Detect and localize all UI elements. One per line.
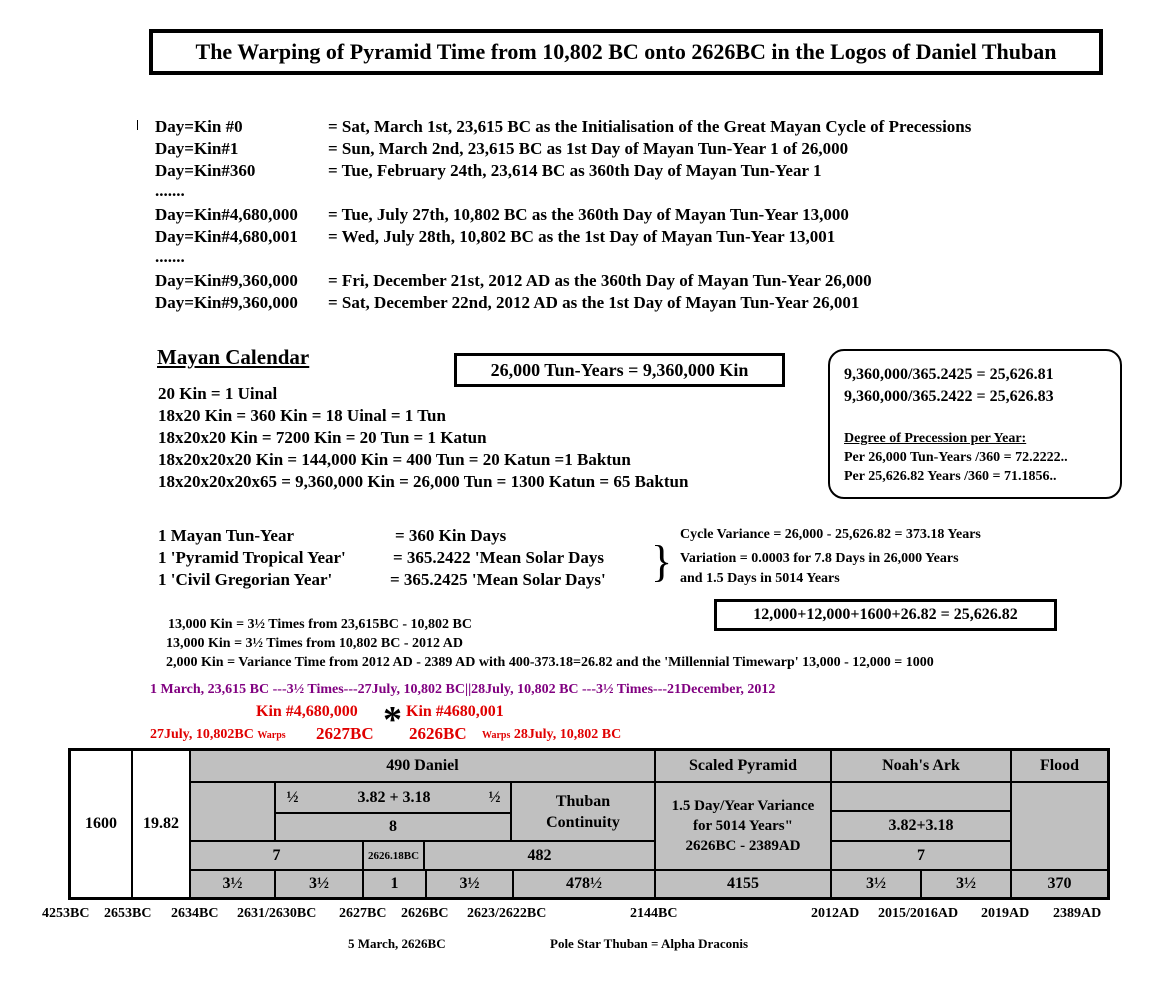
kin-line: Day=Kin#360 (155, 161, 256, 180)
tun-years-box: 26,000 Tun-Years = 9,360,000 Kin (454, 353, 785, 387)
bottom-cell: 3½ (920, 869, 1010, 897)
kin-line-desc: = Sat, December 22nd, 2012 AD as the 1st Day of Mayan Tun-Year 26,001 (328, 293, 860, 312)
mayan-line: 18x20x20x20x65 = 9,360,000 Kin = 26,000 Tun = 1300 Katun = 65 Baktun (158, 472, 689, 491)
bottom-cell: 4155 (654, 869, 830, 897)
warp-date-left: 27July, 10,802BC Warps (150, 727, 286, 742)
year-axis-label: 2627BC (339, 906, 387, 921)
kin-line: Day=Kin#9,360,000 (155, 293, 298, 312)
cell-2626-18: 2626.18BC (362, 840, 425, 869)
variance-line: and 1.5 Days in 5014 Years (680, 571, 840, 586)
ellipsis: ....... (155, 247, 185, 266)
precession-line: Per 26,000 Tun-Years /360 = 72.2222.. (844, 450, 1068, 465)
kin-line: Day=Kin#4,680,001 (155, 227, 298, 246)
kin-line-desc: = Sun, March 2nd, 23,615 BC as 1st Day of Mayan Tun-Year 1 of 26,000 (328, 139, 849, 158)
cell-seven: 7 (189, 840, 362, 869)
year-axis-label: 2623/2622BC (467, 906, 547, 921)
kin-line: Day=Kin #0 (155, 117, 243, 136)
year-axis-label: 2019AD (981, 906, 1030, 921)
header-noahs-ark: Noah's Ark (830, 751, 1010, 781)
mayan-line: 18x20 Kin = 360 Kin = 18 Uinal = 1 Tun (158, 406, 446, 425)
year-axis-label: 2653BC (104, 906, 152, 921)
footer-pole-star: Pole Star Thuban = Alpha Draconis (550, 936, 749, 951)
noah-seven: 7 (830, 840, 1010, 869)
sum-382-318: 3.82 + 3.18 (309, 781, 479, 812)
page-title: The Warping of Pyramid Time from 10,802 BC onto 2626BC in the Logos of Daniel Thuban (149, 29, 1103, 75)
pyramid-variance: 1.5 Day/Year Variance for 5014 Years" 2626BC - 2389AD (654, 781, 830, 869)
year-axis-label: 2626BC (401, 906, 449, 921)
warp-date-right: Warps 28July, 10,802 BC (482, 727, 622, 742)
year-2627: 2627BC (316, 724, 374, 743)
year-axis-label: 2012AD (811, 906, 860, 921)
footer-date: 5 March, 2626BC (348, 936, 446, 951)
year-label: 1 'Pyramid Tropical Year' (158, 548, 346, 567)
flood-empty (1010, 781, 1107, 869)
bottom-cell: 3½ (425, 869, 512, 897)
noah-sum: 3.82+3.18 (830, 810, 1010, 840)
header-flood: Flood (1010, 751, 1107, 781)
thuban-continuity: Thuban Continuity (512, 781, 654, 840)
mayan-line: 18x20x20 Kin = 7200 Kin = 20 Tun = 1 Katun (158, 428, 487, 447)
year-axis-label: 2144BC (630, 906, 678, 921)
kin-line-desc: = Tue, February 24th, 23,614 BC as 360th Day of Mayan Tun-Year 1 (328, 161, 822, 180)
kin-line-desc: = Fri, December 21st, 2012 AD as the 360th Day of Mayan Tun-Year 26,000 (328, 271, 872, 290)
year-2626: 2626BC (409, 724, 467, 743)
kin-line-desc: = Tue, July 27th, 10,802 BC as the 360th Day of Mayan Tun-Year 13,000 (328, 205, 849, 224)
cell-eight: 8 (274, 812, 512, 840)
year-value: = 360 Kin Days (395, 526, 507, 545)
year-value: = 365.2425 'Mean Solar Days' (390, 570, 606, 589)
year-axis-label: 2631/2630BC (237, 906, 317, 921)
year-label: 1 'Civil Gregorian Year' (158, 570, 333, 589)
year-axis-label: 2015/2016AD (878, 906, 959, 921)
half-left: ½ (274, 781, 309, 812)
cell-482: 482 (425, 840, 654, 869)
purple-timeline: 1 March, 23,615 BC ---3½ Times---27July, 10,802 BC||28July, 10,802 BC ---3½ Times---21December, 2012 (150, 682, 776, 697)
margin-mark (137, 120, 138, 130)
mayan-line: 18x20x20x20 Kin = 144,000 Kin = 400 Tun = 20 Katun =1 Baktun (158, 450, 631, 469)
kin-line: Day=Kin#1 (155, 139, 239, 158)
precession-heading: Degree of Precession per Year: (844, 431, 1027, 446)
mayan-line: 20 Kin = 1 Uinal (158, 384, 278, 403)
header-scaled-pyramid: Scaled Pyramid (654, 751, 830, 781)
kin-line-desc: = Sat, March 1st, 23,615 BC as the Initialisation of the Great Mayan Cycle of Precessions (328, 117, 972, 136)
bottom-cell: 3½ (189, 869, 274, 897)
brace-symbol: } (651, 537, 673, 586)
kin-line-desc: = Wed, July 28th, 10,802 BC as the 1st Day of Mayan Tun-Year 13,001 (328, 227, 836, 246)
year-value: = 365.2422 'Mean Solar Days (393, 548, 605, 567)
bottom-cell: 478½ (512, 869, 654, 897)
empty-cell (189, 781, 274, 840)
variance-line: Variation = 0.0003 for 7.8 Days in 26,000 Years (680, 551, 959, 566)
times-line: 2,000 Kin = Variance Time from 2012 AD - 2389 AD with 400-373.18=26.82 and the 'Millennial Timewarp' 13,000 - 12,000 = 1000 (166, 655, 934, 670)
kin-4680000: Kin #4,680,000 (256, 703, 358, 720)
bottom-cell: 370 (1010, 869, 1107, 897)
kin-line: Day=Kin#4,680,000 (155, 205, 298, 224)
bottom-cell: 3½ (830, 869, 920, 897)
bottom-cell: 1 (362, 869, 425, 897)
bottom-cell: 3½ (274, 869, 362, 897)
timeline-table (68, 748, 1110, 900)
year-axis-label: 2634BC (171, 906, 219, 921)
year-label: 1 Mayan Tun-Year (158, 526, 295, 545)
year-axis-label: 4253BC (42, 906, 90, 921)
kin-4680001: Kin #4680,001 (406, 703, 504, 720)
header-daniel: 490 Daniel (189, 751, 654, 781)
variance-line: Cycle Variance = 26,000 - 25,626.82 = 373.18 Years (680, 527, 981, 542)
noah-empty (830, 781, 1010, 810)
cell-1982: 19.82 (131, 751, 189, 897)
times-line: 13,000 Kin = 3½ Times from 23,615BC - 10,802 BC (168, 617, 472, 632)
cell-1600: 1600 (71, 751, 131, 897)
half-right: ½ (479, 781, 512, 812)
star-symbol: * (383, 699, 402, 741)
kin-line: Day=Kin#9,360,000 (155, 271, 298, 290)
precession-line: 9,360,000/365.2422 = 25,626.83 (844, 388, 1054, 405)
year-axis-label: 2389AD (1053, 906, 1102, 921)
precession-line: 9,360,000/365.2425 = 25,626.81 (844, 366, 1054, 383)
sum-box: 12,000+12,000+1600+26.82 = 25,626.82 (714, 599, 1057, 631)
times-line: 13,000 Kin = 3½ Times from 10,802 BC - 2012 AD (166, 636, 463, 651)
precession-line: Per 25,626.82 Years /360 = 71.1856.. (844, 469, 1057, 484)
ellipsis: ....... (155, 181, 185, 200)
mayan-heading: Mayan Calendar (157, 345, 310, 369)
